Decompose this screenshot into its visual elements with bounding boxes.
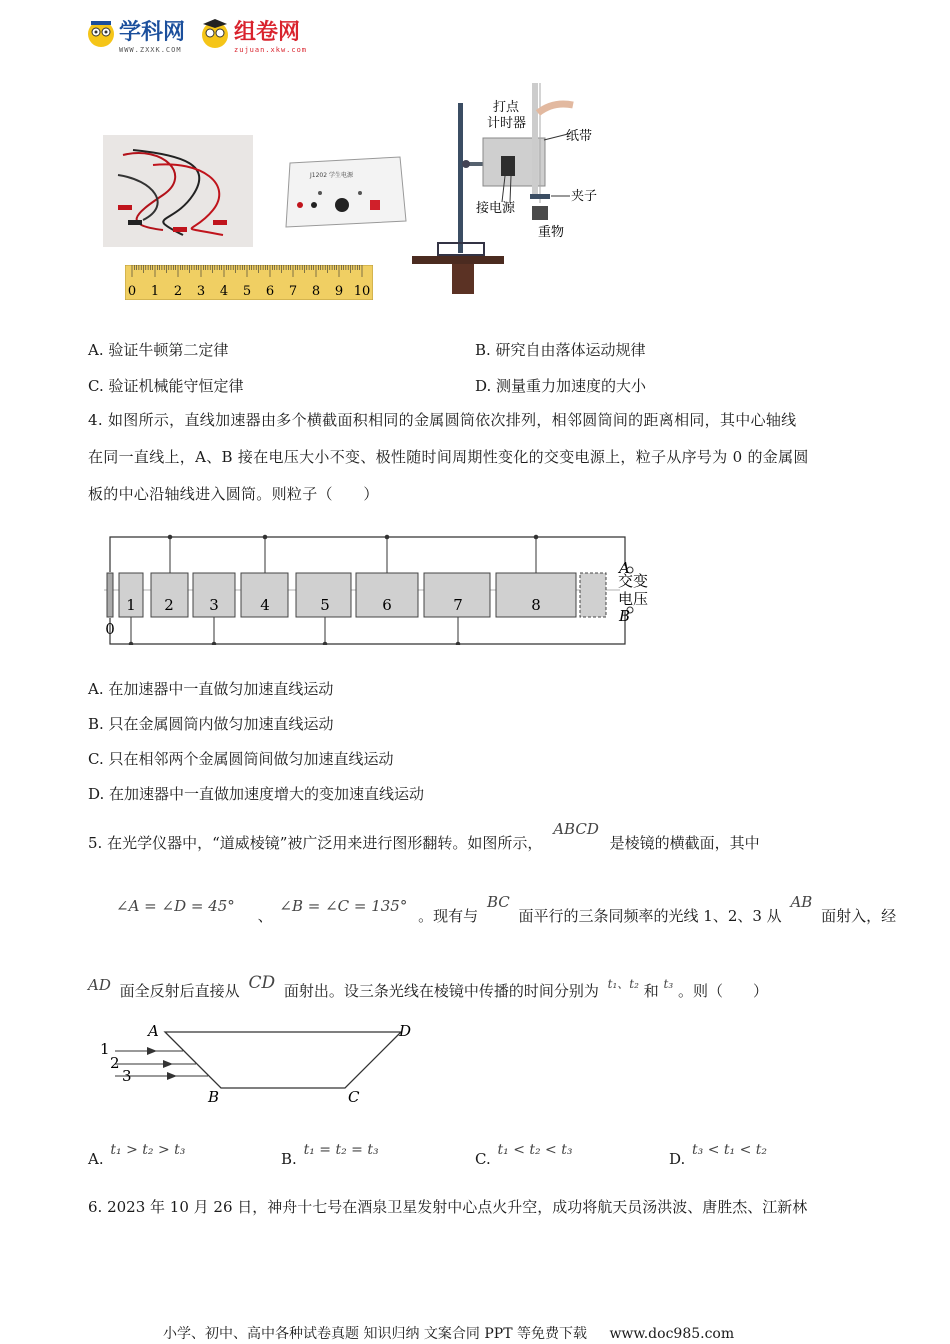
- q5-option-d[interactable]: [669, 1142, 768, 1171]
- q5-option-a-math: t₁ > t₂ > t₃: [110, 1142, 186, 1158]
- ruler-label-4: 4: [219, 284, 229, 299]
- q5-line1-b: 是棱镜的横截面，其中: [609, 834, 760, 852]
- ruler-image: [125, 265, 373, 300]
- timer-label-2: 计时器: [487, 116, 527, 131]
- ruler-label-5: 5: [242, 284, 252, 299]
- ruler-label-10: 10: [353, 284, 371, 299]
- timer-label-1: 打点: [493, 100, 520, 115]
- ruler-label-0: 0: [127, 284, 137, 299]
- tape-label: 纸带: [566, 129, 593, 144]
- logo1-name: 学科网: [119, 19, 186, 45]
- tube-label-2: 2: [164, 596, 174, 614]
- ruler-label-3: 3: [196, 284, 206, 299]
- q5-math-t3: t₃: [663, 977, 674, 991]
- tube-label-7: 7: [453, 596, 463, 614]
- ruler-label-6: 6: [265, 284, 275, 299]
- q6-line-1: 6. 2023 年 10 月 26 日，神舟十七号在酒泉卫星发射中心点火升空，成功将航天员汤洪波、唐胜杰、江新林: [88, 1198, 808, 1216]
- q4-option-b[interactable]: B. 只在金属圆筒内做匀加速直线运动: [88, 715, 334, 733]
- ray-label-1: 1: [100, 1040, 110, 1058]
- q5-line2-sep: 、: [257, 907, 273, 925]
- q5-line-3: [88, 973, 768, 1003]
- q5-line-1: [88, 820, 760, 854]
- tube-label-3: 3: [209, 596, 219, 614]
- vertex-b: B: [208, 1088, 220, 1106]
- q5-line1-a: 5. 在光学仪器中，“道威棱镜”被广泛用来进行图形翻转。如图所示，: [88, 834, 543, 852]
- free-fall-apparatus: [408, 78, 608, 300]
- footer-url[interactable]: www.doc985.com: [609, 1326, 735, 1342]
- linear-accelerator-figure: [100, 530, 660, 645]
- q5-line3-c: 和: [643, 982, 659, 1000]
- q3-option-d[interactable]: D. 测量重力加速度的大小: [475, 377, 647, 395]
- q5-option-a-label: A.: [88, 1150, 104, 1168]
- q5-option-b-label: B.: [281, 1150, 297, 1168]
- q4-stem: [88, 402, 868, 513]
- vertex-a: A: [148, 1022, 159, 1040]
- test-leads-image: [103, 135, 253, 247]
- q5-line3-a: 面全反射后直接从: [119, 982, 240, 1000]
- q4-option-c[interactable]: C. 只在相邻两个金属圆筒间做匀加速直线运动: [88, 750, 394, 768]
- ruler-label-8: 8: [311, 284, 321, 299]
- q5-option-c[interactable]: [475, 1142, 573, 1171]
- q5-math-ab: AB: [790, 893, 813, 911]
- q5-math-angle-bc: ∠B = ∠C = 135°: [279, 897, 408, 915]
- owl-logo-icon: [86, 19, 116, 49]
- apparatus-diagram: [408, 78, 608, 300]
- logo1-url: WWW.ZXXK.COM: [119, 45, 182, 54]
- weight-label: 重物: [538, 225, 565, 240]
- q5-option-d-label: D.: [669, 1150, 686, 1168]
- q4-line-1: 4. 如图所示，直线加速器由多个横截面积相同的金属圆筒依次排列，相邻圆筒间的距离相同，其中心轴线: [88, 411, 797, 429]
- q4-line-2: 在同一直线上，A、B 接在电压大小不变、极性随时间周期性变化的交变电源上，粒子从序号为 0 的金属圆: [88, 448, 809, 466]
- q5-option-a[interactable]: [88, 1142, 186, 1171]
- q5-line-2: [88, 893, 897, 927]
- ruler-label-1: 1: [150, 284, 160, 299]
- q5-option-c-label: C.: [475, 1150, 491, 1168]
- ray-label-3: 3: [122, 1067, 132, 1085]
- clip-label: 夹子: [571, 189, 598, 204]
- terminal-b: B: [619, 607, 631, 625]
- source-label-2: 电压: [618, 590, 649, 608]
- q5-option-b[interactable]: [281, 1142, 379, 1171]
- logo2-name: 组卷网: [234, 19, 301, 45]
- power-supply-photo: [280, 155, 410, 230]
- tube-label-6: 6: [382, 596, 392, 614]
- q4-option-d[interactable]: D. 在加速器中一直做加速度增大的变加速直线运动: [88, 785, 425, 803]
- q5-option-b-math: t₁ = t₂ = t₃: [303, 1142, 379, 1158]
- q5-line2-a: 。现有与: [418, 907, 479, 925]
- tube-label-8: 8: [531, 596, 541, 614]
- ruler-label-2: 2: [173, 284, 183, 299]
- ruler-label-7: 7: [288, 284, 298, 299]
- tube-label-1: 1: [126, 596, 136, 614]
- ray-label-2: 2: [110, 1054, 120, 1072]
- q4-option-a[interactable]: A. 在加速器中一直做匀加速直线运动: [88, 680, 334, 698]
- q3-option-b[interactable]: B. 研究自由落体运动规律: [475, 341, 646, 359]
- terminal-a: A: [619, 559, 630, 577]
- tube-label-4: 4: [260, 596, 270, 614]
- footer-promo: 小学、初中、高中各种试卷真题 知识归纳 文案合同 PPT 等免费下载: [163, 1326, 587, 1342]
- q5-math-ad: AD: [88, 976, 111, 994]
- ruler-label-9: 9: [334, 284, 344, 299]
- q5-math-t1t2: t₁、t₂: [607, 977, 639, 991]
- power-label: 接电源: [476, 201, 516, 216]
- site-logo: [86, 14, 307, 54]
- mascot-logo-icon: [199, 18, 231, 50]
- tube-label-5: 5: [320, 596, 330, 614]
- q5-line3-b: 面射出。设三条光线在棱镜中传播的时间分别为: [283, 982, 599, 1000]
- dove-prism-figure: [95, 1018, 425, 1108]
- leads-photo: [103, 135, 253, 247]
- q5-line2-c: 面射入，经: [821, 907, 897, 925]
- vertex-d: D: [399, 1022, 412, 1040]
- logo2-url: zujuan.xkw.com: [234, 45, 308, 54]
- q5-option-d-math: t₃ < t₁ < t₂: [692, 1142, 768, 1158]
- q4-line-3: 板的中心沿轴线进入圆筒。则粒子（ ）: [88, 485, 379, 503]
- q3-option-a[interactable]: A. 验证牛顿第二定律: [88, 341, 229, 359]
- q5-line3-d: 。则（ ）: [677, 982, 768, 1000]
- power-supply-image: [280, 155, 410, 230]
- q5-line2-b: 面平行的三条同频率的光线 1、2、3 从: [518, 907, 782, 925]
- q3-option-c[interactable]: C. 验证机械能守恒定律: [88, 377, 244, 395]
- q5-math-cd: CD: [248, 973, 276, 993]
- q5-math-angle-ad: ∠A = ∠D = 45°: [116, 897, 235, 915]
- footer-text: [163, 1323, 734, 1343]
- vertex-c: C: [348, 1088, 360, 1106]
- q5-math-abcd: ABCD: [553, 820, 599, 838]
- power-supply-label: J1202 学生电源: [310, 172, 353, 179]
- plate-label-0: 0: [105, 620, 115, 638]
- ruler: [125, 265, 373, 300]
- prism-diagram: [95, 1018, 425, 1108]
- accelerator-diagram: [100, 530, 660, 645]
- source-label-1: 交变: [618, 572, 649, 590]
- q5-math-bc: BC: [486, 893, 510, 911]
- q5-option-c-math: t₁ < t₂ < t₃: [497, 1142, 573, 1158]
